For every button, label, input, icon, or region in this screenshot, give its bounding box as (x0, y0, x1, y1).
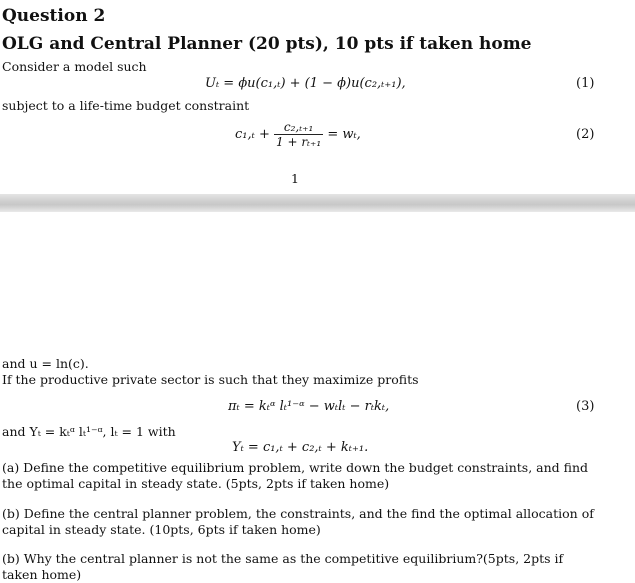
profit-intro-text: If the productive private sector is such that they maximize profits (2, 372, 419, 387)
equation-3: πₜ = kₜᵅ lₜ¹⁻ᵅ − wₜlₜ − rₜkₜ, (228, 399, 390, 414)
equation-3-number: (3) (576, 399, 595, 414)
utility-definition: and u = ln(c). (2, 356, 89, 371)
question-label: Question 2 (2, 6, 106, 26)
part-b-central-planner-text: (b) Define the central planner problem, the constraints, and the find the optimal allocation of capital in steady state. (10pts, 6pts if taken home) (2, 506, 594, 537)
equation-2-number: (2) (576, 127, 595, 142)
budget-intro-text: subject to a life-time budget constraint (2, 98, 250, 113)
equation-1: Uₜ = ϕu(c₁,ₜ) + (1 − ϕ)u(c₂,ₜ₊₁), (205, 76, 406, 91)
equation-2-fraction (274, 120, 323, 149)
production-text: and Yₜ = kₜᵅ lₜ¹⁻ᵅ, lₜ = 1 with (2, 424, 176, 439)
equation-2 (235, 120, 361, 149)
part-a-text: (a) Define the competitive equilibrium problem, write down the budget constraints, and find the optimal capital in steady state. (5pts, 2pts if taken home) (2, 460, 589, 491)
intro-text: Consider a model such (2, 59, 147, 74)
fraction-denominator: 1 + rₜ₊₁ (276, 135, 322, 149)
equation-2-right: = wₜ, (327, 127, 361, 142)
equation-1-number: (1) (576, 76, 595, 91)
equation-4: Yₜ = c₁,ₜ + c₂,ₜ + kₜ₊₁. (232, 440, 369, 455)
question-title: OLG and Central Planner (20 pts), 10 pts if taken home (2, 34, 532, 54)
part-b-comparison-text: (b) Why the central planner is not the same as the competitive equilibrium?(5pts, 2pts if taken home) (2, 551, 564, 582)
equation-2-left: c₁,ₜ + (235, 127, 270, 142)
fraction-numerator: c₂,ₜ₊₁ (274, 120, 323, 135)
page-break (0, 194, 635, 212)
page-number: 1 (291, 171, 299, 186)
